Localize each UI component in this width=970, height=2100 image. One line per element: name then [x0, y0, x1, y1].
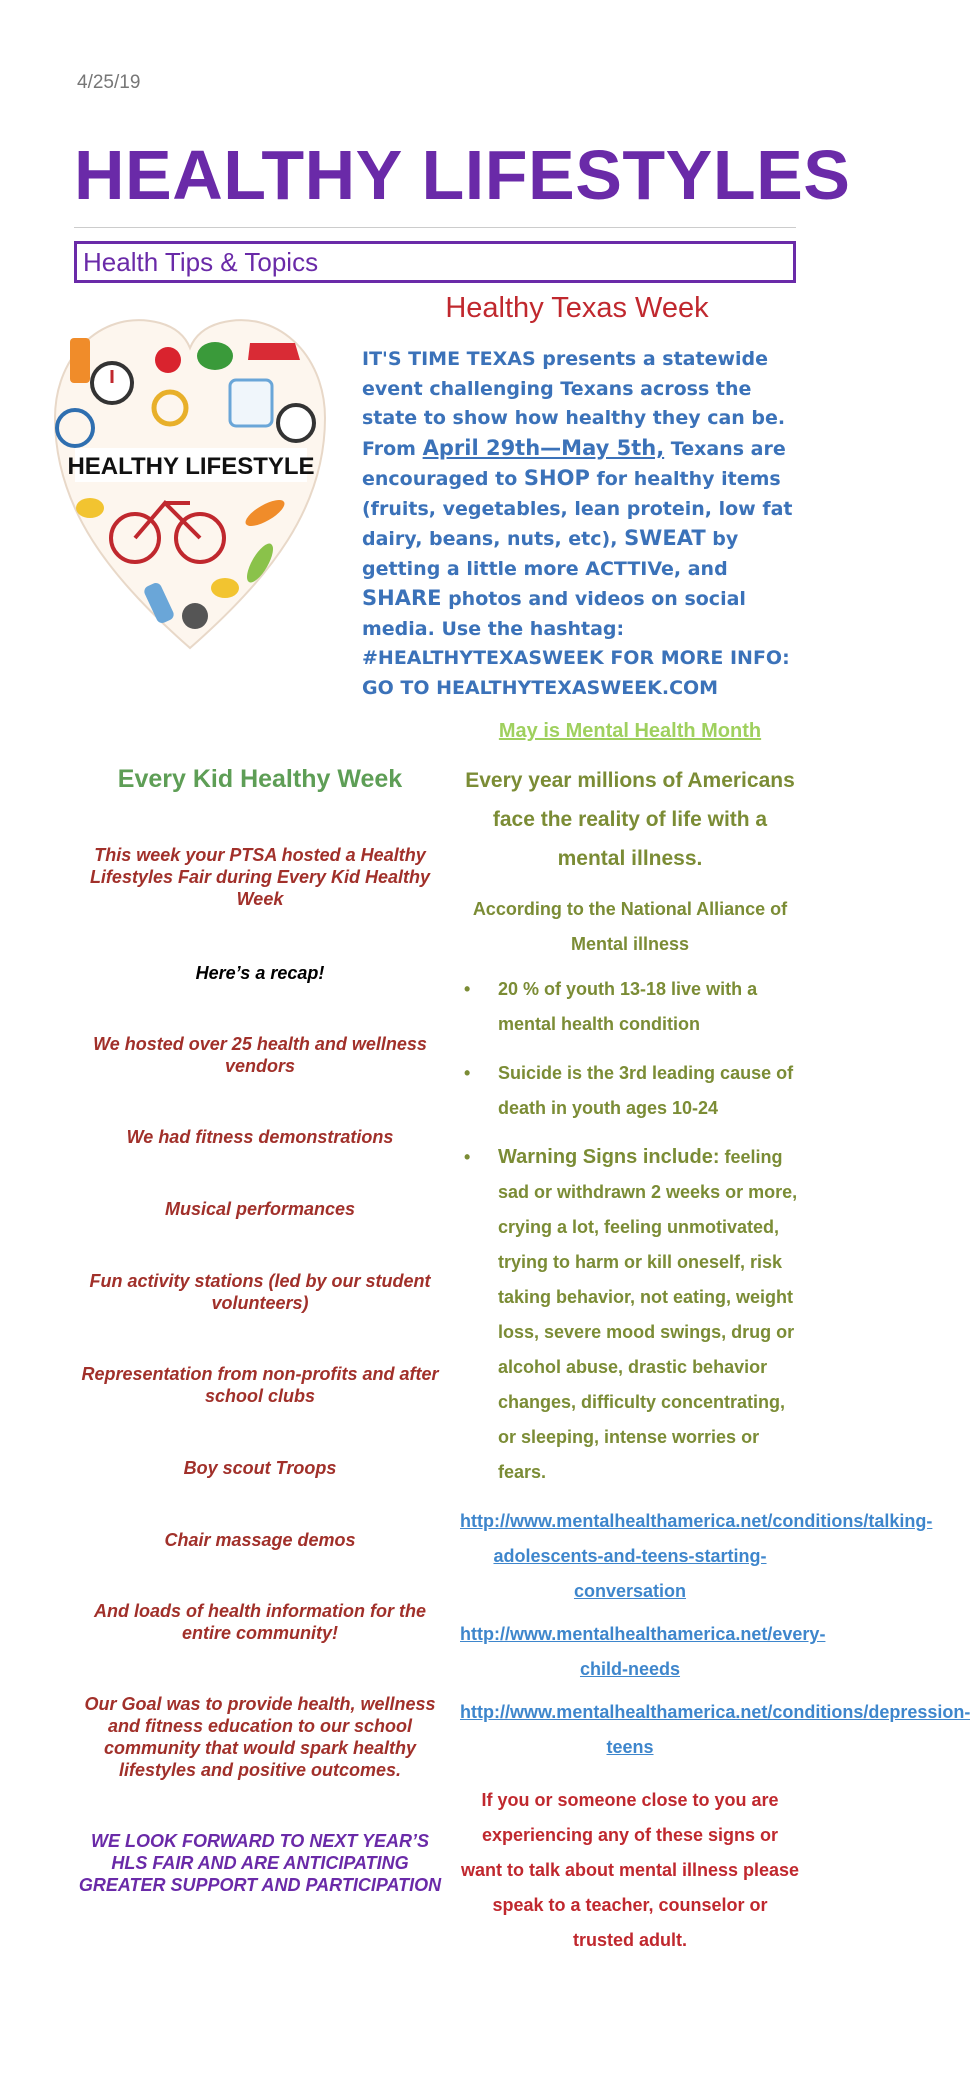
- warning-signs-text: feeling sad or withdrawn 2 weeks or more, crying a lot, feeling unmotivated, trying to harm or kill oneself, risk taking behavior, not eating, weight loss, severe mood swings, drug or alcohol abuse, drastic behavior changes, difficulty concentrating, or sleeping, intense worries or fears.: [498, 1147, 798, 1482]
- htw-text-1: IT'S TIME TEXAS presents a statewide event challenging Texans across the state to show how healthy they can be. From: [362, 348, 786, 460]
- ekhw-item: Boy scout Troops: [183, 1458, 337, 1478]
- shoe-icon: [248, 343, 300, 360]
- ekhw-goal: Our Goal was to provide health, wellness and fitness education to our school community that would spark healthy lifestyles and positive outcomes.: [84, 1694, 436, 1780]
- htw-text-4: by getting a little more ACTTIVe, and: [362, 528, 739, 580]
- lemon-icon: [76, 498, 104, 518]
- healthy-texas-week-title: Healthy Texas Week: [445, 292, 709, 324]
- ekhw-closing: WE LOOK FORWARD TO NEXT YEAR’S HLS FAIR AND ARE ANTICIPATING GREATER SUPPORT AND PARTICIPATION: [78, 1831, 442, 1895]
- bullet-text: 20 % of youth 13-18 live with a mental health condition: [498, 979, 758, 1034]
- htw-date-range: April 29th—May 5th,: [422, 435, 665, 460]
- ekhw-item: Chair massage demos: [164, 1530, 356, 1550]
- bullet-marker: •: [464, 1063, 471, 1083]
- section-heading-box: [74, 241, 796, 283]
- htw-text-5: photos and videos on social media. Use the hashtag: #HEALTHYTEXASWEEK FOR MORE INFO: GO TO HEALTHYTEXASWEEK.COM: [362, 588, 790, 699]
- mental-health-lead: Every year millions of Americans face the reality of life with a mental illness.: [465, 769, 795, 870]
- ekhw-item: Representation from non-profits and after school clubs: [81, 1364, 439, 1406]
- apple-icon: [155, 347, 181, 373]
- every-kid-healthy-week-column: [74, 760, 446, 1896]
- ekhw-item: And loads of health information for the entire community!: [94, 1601, 426, 1643]
- logo-text: HEALTHY LIFESTYLE: [67, 453, 315, 480]
- mental-health-closing: If you or someone close to you are experiencing any of these signs or want to talk about mental illness please speak to a teacher, counselor or trusted adult.: [460, 1790, 800, 1950]
- section-heading: Health Tips & Topics: [83, 247, 319, 277]
- warning-signs-heading: Warning Signs include:: [498, 1146, 720, 1168]
- bullet-item: [460, 1140, 800, 1490]
- htw-text-2: Texans are encouraged to: [362, 437, 786, 490]
- scale-icon: [230, 380, 272, 426]
- ekhw-recap: Here’s a recap!: [195, 963, 325, 983]
- clock-icon: [278, 405, 314, 441]
- htw-share: SHARE: [362, 586, 442, 610]
- ekhw-item: We hosted over 25 health and wellness vendors: [93, 1034, 427, 1076]
- title-divider: [74, 227, 796, 228]
- htw-shop: SHOP: [523, 466, 590, 490]
- mental-health-source: According to the National Alliance of Mental illness: [472, 899, 788, 954]
- mental-health-month-title: May is Mental Health Month: [498, 720, 762, 742]
- htw-sweat: SWEAT: [624, 526, 706, 550]
- mha-every-child-link[interactable]: http://www.mentalhealthamerica.net/every-child-needs: [460, 1624, 826, 1679]
- ekhw-item: Musical performances: [164, 1199, 356, 1219]
- mha-depression-link[interactable]: http://www.mentalhealthamerica.net/conditions/depression-teens: [460, 1702, 970, 1757]
- ekhw-intro: This week your PTSA hosted a Healthy Lifestyles Fair during Every Kid Healthy Week: [89, 845, 431, 909]
- every-kid-healthy-week-title: Every Kid Healthy Week: [117, 765, 403, 793]
- htw-text-3: for healthy items (fruits, vegetables, lean protein, low fat dairy, beans, nuts, etc),: [362, 468, 793, 550]
- cheese-icon: [211, 578, 239, 598]
- healthy-texas-week-body: [362, 345, 797, 703]
- mental-health-column: [460, 720, 970, 1958]
- mental-health-bullets: [460, 972, 800, 1490]
- mha-talking-link[interactable]: http://www.mentalhealthamerica.net/conditions/talking-adolescents-and-teens-starting-conversation: [460, 1511, 933, 1601]
- document-date: 4/25/19: [77, 72, 141, 93]
- healthy-lifestyle-heart-image: [50, 298, 330, 658]
- bullet-item: [460, 1056, 800, 1126]
- ekhw-item: Fun activity stations (led by our student volunteers): [89, 1271, 431, 1313]
- page-title: HEALTHY LIFESTYLES: [74, 136, 851, 214]
- ekhw-item: We had fitness demonstrations: [126, 1127, 394, 1147]
- bullet-text: Suicide is the 3rd leading cause of death in youth ages 10-24: [498, 1063, 794, 1118]
- kettlebell-icon: [182, 603, 208, 629]
- bullet-item: [460, 972, 800, 1042]
- juice-bottle-icon: [70, 338, 90, 383]
- bullet-marker: •: [464, 1147, 471, 1167]
- broccoli-icon: [197, 342, 233, 370]
- bullet-marker: •: [464, 979, 471, 999]
